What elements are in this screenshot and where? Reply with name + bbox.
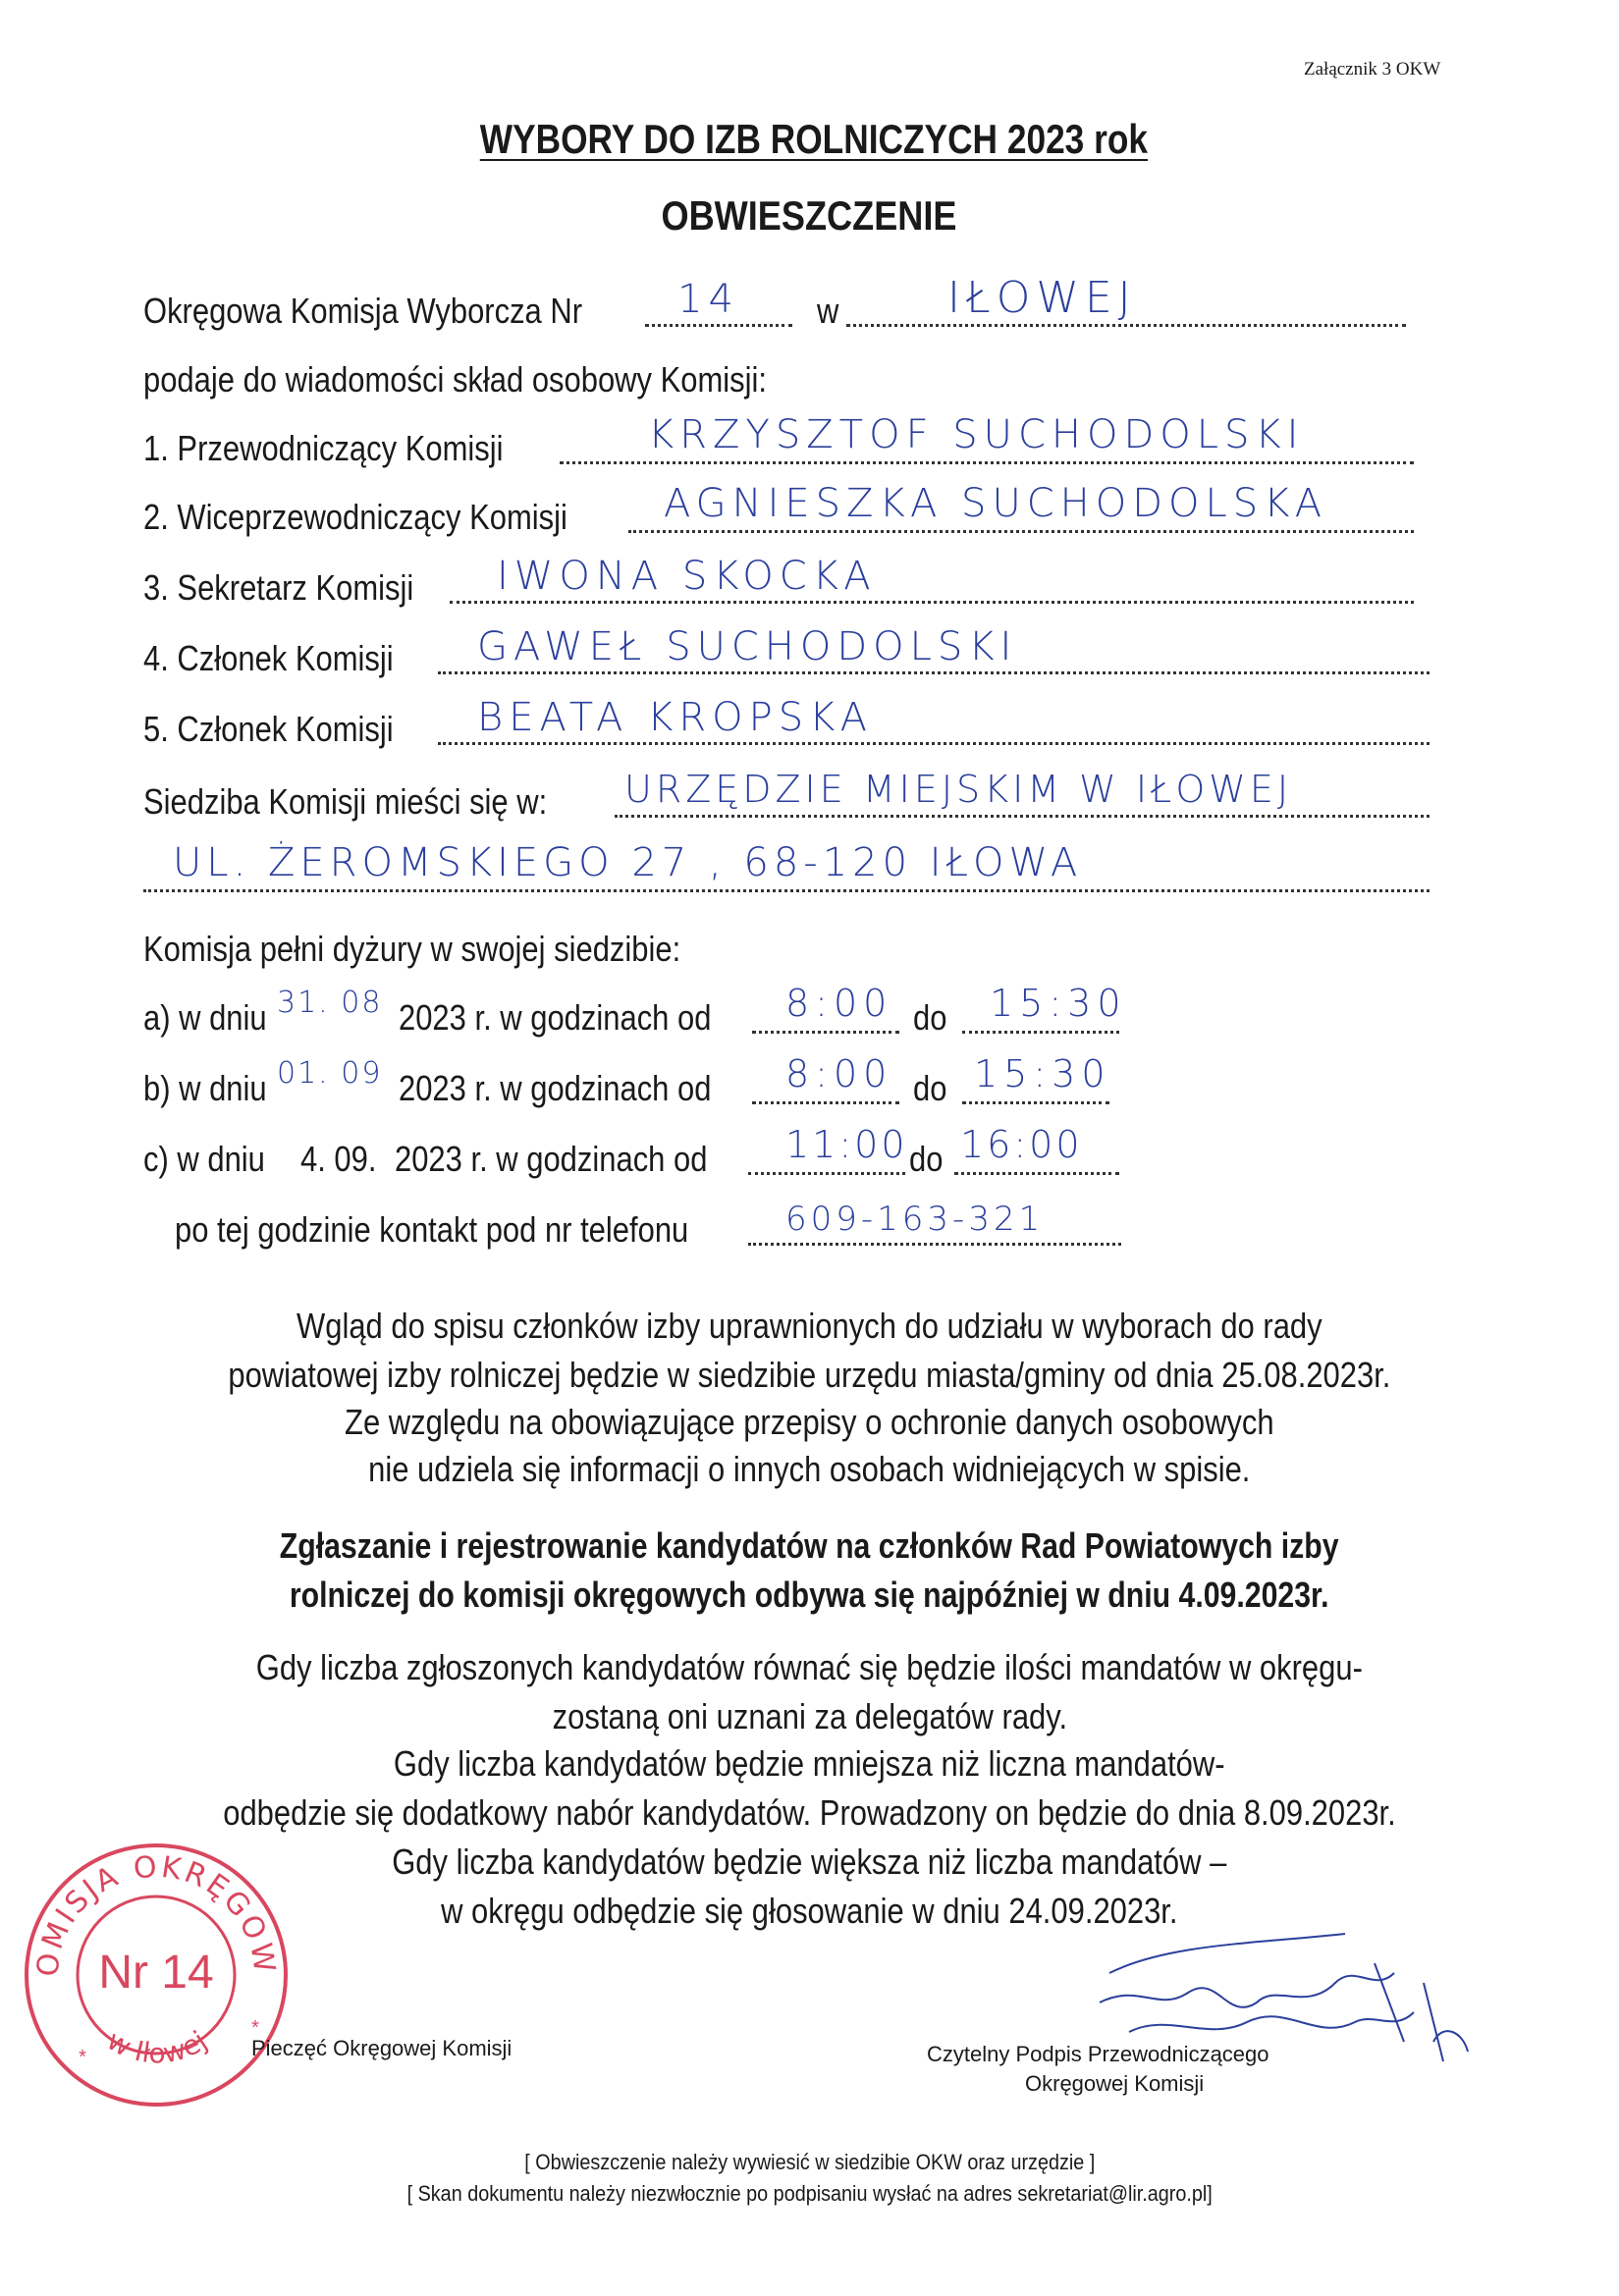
member-5-name: BEATA KROPSKA [477, 695, 874, 740]
duty-c-to: 16:00 [960, 1123, 1083, 1166]
member-4-name: GAWEŁ SUCHODOLSKI [477, 624, 1018, 669]
stamp-label: Pieczęć Okręgowej Komisji [251, 2036, 513, 2060]
city-dots [846, 324, 1406, 327]
duty-b-to-dots [962, 1101, 1109, 1104]
duty-a-from: 8:00 [785, 982, 893, 1025]
member-5-label: 5. Członek Komisji [143, 709, 394, 749]
duty-b-date: 01. 09 [277, 1056, 383, 1091]
duty-c-prefix: c) w dniu [143, 1139, 265, 1179]
duty-c-date: 4. 09. [300, 1139, 377, 1179]
duty-b-mid: 2023 r. w godzinach od [399, 1068, 712, 1108]
signature-label-2: Okręgowej Komisji [1025, 2071, 1205, 2096]
phone-number: 609-163-321 [785, 1200, 1045, 1239]
para1-line-1-text: Wgląd do spisu członków izby uprawnionych do udziału w wyborach do rady [297, 1306, 1322, 1346]
in-label: w [817, 291, 839, 331]
signature-label-1: Czytelny Podpis Przewodniczącego [927, 2042, 1269, 2066]
stamp-star-left-icon: * [79, 2047, 86, 2068]
duty-b-from-dots [752, 1101, 899, 1104]
commission-number-dots [645, 324, 792, 327]
duty-a-date: 31. 08 [277, 986, 383, 1020]
duty-b-to-label: do [913, 1068, 947, 1108]
para2-line-6-text: w okręgu odbędzie się głosowanie w dniu 24.09.2023r. [441, 1891, 1178, 1931]
member-4-label: 4. Członek Komisji [143, 638, 394, 678]
document-subtitle [0, 192, 1619, 240]
duty-c-to-dots [954, 1172, 1119, 1175]
para2-line-4-text: odbędzie się dodatkowy nabór kandydatów. Prowadzony on będzie do dnia 8.09.2023r. [223, 1792, 1396, 1833]
duty-c-to-label: do [909, 1139, 944, 1179]
bold-line-1 [0, 1525, 1619, 1567]
para2-line-2 [0, 1696, 1619, 1737]
member-3-dots [450, 601, 1414, 604]
duty-a-prefix: a) w dniu [143, 997, 267, 1038]
stamp-title: OMISJA OKRĘGOW [30, 1849, 282, 1979]
duty-c-mid: 2023 r. w godzinach od [395, 1139, 708, 1179]
seat-line2-dots [143, 889, 1430, 892]
document-title-text: WYBORY DO IZB ROLNICZYCH 2023 rok [479, 116, 1148, 162]
para1-line-2 [0, 1355, 1619, 1396]
member-2-dots [628, 530, 1414, 533]
member-1-label: 1. Przewodniczący Komisji [143, 428, 504, 468]
phone-dots [748, 1243, 1121, 1246]
duty-b-to: 15:30 [974, 1052, 1111, 1095]
document-subtitle-text: OBWIESZCZENIE [661, 192, 957, 239]
member-1-dots [560, 461, 1414, 464]
member-2-name: AGNIESZKA SUCHODOLSKA [664, 481, 1328, 526]
footer-line-1 [0, 2150, 1619, 2175]
para1-line-4 [0, 1449, 1619, 1490]
para1-line-3-text: Ze względu na obowiązujące przepisy o ochronie danych osobowych [345, 1402, 1274, 1442]
duty-a-to-label: do [913, 997, 947, 1038]
member-3-label: 3. Sekretarz Komisji [143, 567, 414, 608]
para1-line-1 [0, 1306, 1619, 1347]
member-3-name: IWONA SKOCKA [497, 554, 877, 599]
phone-label: po tej godzinie kontakt pod nr telefonu [175, 1209, 689, 1250]
composition-intro: podaje do wiadomości skład osobowy Komisji: [143, 359, 768, 400]
city-name: IŁOWEJ [947, 273, 1137, 323]
duty-intro: Komisja pełni dyżury w swojej siedzibie: [143, 929, 681, 969]
member-4-dots [438, 671, 1430, 674]
para2-line-3-text: Gdy liczba kandydatów będzie mniejsza niż liczna mandatów- [394, 1743, 1225, 1784]
duty-a-to: 15:30 [990, 982, 1127, 1025]
stamp-place: w Iłowej [101, 2023, 213, 2070]
para1-line-3 [0, 1402, 1619, 1443]
para2-line-1 [0, 1647, 1619, 1688]
stamp-number: Nr 14 [98, 1947, 214, 1999]
commission-label: Okręgowa Komisja Wyborcza Nr [143, 291, 583, 331]
commission-number: 14 [677, 277, 739, 322]
document-title [0, 116, 1619, 163]
stamp-star-right-icon: * [251, 2017, 259, 2039]
duty-a-mid: 2023 r. w godzinach od [399, 997, 712, 1038]
member-5-dots [438, 742, 1430, 745]
member-1-name: KRZYSZTOF SUCHODOLSKI [648, 412, 1305, 457]
para1-line-2-text: powiatowej izby rolniczej będzie w siedzibie urzędu miasta/gminy od dnia 25.08.2023r. [228, 1355, 1391, 1395]
footer-line-2 [0, 2181, 1619, 2207]
para2-line-2-text: zostaną oni uznani za delegatów rady. [552, 1696, 1067, 1736]
commission-stamp [14, 1828, 298, 2112]
duty-a-from-dots [752, 1031, 899, 1034]
seat-label: Siedziba Komisji mieści się w: [143, 781, 548, 822]
duty-a-to-dots [962, 1031, 1119, 1034]
duty-b-prefix: b) w dniu [143, 1068, 267, 1108]
annex-label: Załącznik 3 OKW [1304, 59, 1441, 80]
duty-b-from: 8:00 [785, 1052, 893, 1095]
bold-line-2 [0, 1575, 1619, 1616]
seat-address-line2: UL. ŻEROMSKIEGO 27 , 68-120 IŁOWA [173, 840, 1083, 885]
stamp-graphic [14, 1828, 298, 2112]
para2-line-3 [0, 1743, 1619, 1785]
member-2-label: 2. Wiceprzewodniczący Komisji [143, 497, 567, 537]
duty-c-from-dots [748, 1172, 905, 1175]
bold-line-2-text: rolniczej do komisji okręgowych odbywa się najpóźniej w dniu 4.09.2023r. [290, 1575, 1329, 1615]
duty-c-from: 11:00 [785, 1123, 908, 1166]
para1-line-4-text: nie udziela się informacji o innych osobach widniejących w spisie. [368, 1449, 1251, 1489]
seat-address-line1: URZĘDZIE MIEJSKIM W IŁOWEJ [624, 768, 1293, 811]
seat-line1-dots [615, 815, 1430, 818]
bold-line-1-text: Zgłaszanie i rejestrowanie kandydatów na członków Rad Powiatowych izby [280, 1525, 1339, 1566]
para2-line-5-text: Gdy liczba kandydatów będzie większa niż liczba mandatów – [392, 1842, 1227, 1882]
footer-line-2-text: [ Skan dokumentu należy niezwłocznie po podpisaniu wysłać na adres sekretariat@lir.agro.pl] [406, 2181, 1213, 2206]
footer-line-1-text: [ Obwieszczenie należy wywiesić w siedzibie OKW oraz urzędzie ] [523, 2150, 1096, 2174]
para2-line-1-text: Gdy liczba zgłoszonych kandydatów równać się będzie ilości mandatów w okręgu- [255, 1647, 1364, 1687]
